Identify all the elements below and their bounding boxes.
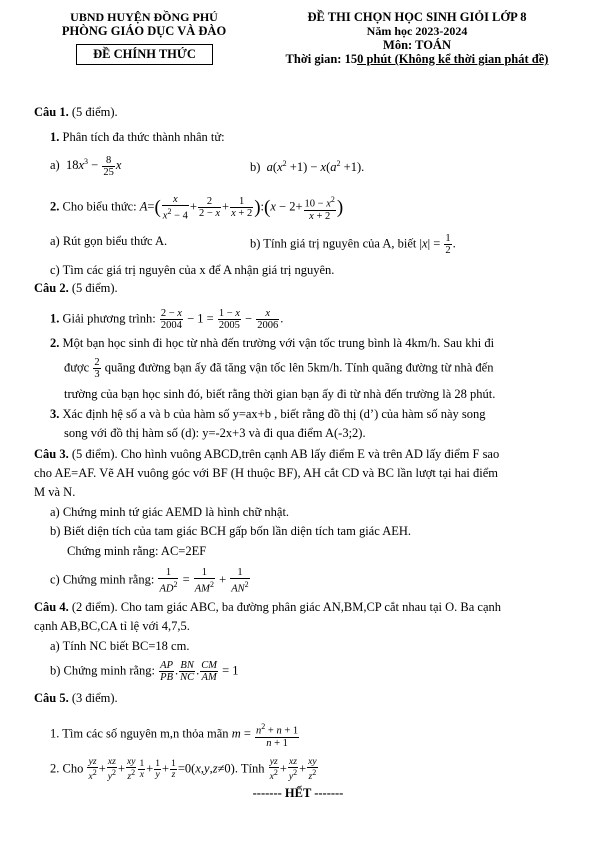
q1-part2-b: b) Tính giá trị nguyên của A, biết |x| = $\frac{1}{2}$ . bbox=[250, 233, 456, 256]
q1-part2: 2. Cho biểu thức: A=( $\frac{x}{x^2 - 4}$ + $\frac{2}{2 - x}$ + $\frac{1}{x + 2}$ ):(x − 2+ $\frac{10 - x^2}{x + 2}$ ) bbox=[50, 194, 344, 222]
q2-part1: 1. Giải phương trình: $\frac{2 - x}{2004}$ − 1 = $\frac{1 - x}{2005}$ − $\frac{x}{2006}$ . bbox=[50, 308, 284, 331]
q1-part2-a: a) Rút gọn biểu thức A. bbox=[50, 234, 168, 248]
district-name: UBND HUYỆN ĐỒNG PHÚ bbox=[70, 10, 218, 24]
q4-part-b: b) Chứng minh rằng: $\frac{AP}{PB}$ . $\frac{BN}{NC}$ . $\frac{CM}{AM}$ = 1 bbox=[50, 660, 239, 683]
question-5-heading: Câu 5. (3 điểm). bbox=[34, 691, 118, 705]
question-3-line3: M và N. bbox=[34, 485, 76, 499]
subject: Môn: TOÁN bbox=[383, 38, 451, 52]
q2-part2-line3: trường của bạn học sinh đó, biết rằng thời gian bạn ấy đi từ nhà đến trường là 28 phút. bbox=[64, 387, 496, 401]
q1-part2-c: c) Tìm các giá trị nguyên của x để A nhận giá trị nguyên. bbox=[50, 263, 335, 277]
question-4-line2: cạnh AB,BC,CA tỉ lệ với 4,7,5. bbox=[34, 619, 190, 633]
q2-part2-line1: 2. Một bạn học sinh đi học từ nhà đến trường với vận tốc trung bình là 4km/h. Sau khi đi bbox=[50, 336, 495, 350]
q5-part1: 1. Tìm các số nguyên m,n thỏa mãn m = $\frac{n^2 + n + 1}{n + 1}$ bbox=[50, 722, 299, 749]
q5-part2: 2. Cho $\frac{yz}{x^2}$ + $\frac{xz}{y^2}$ + $\frac{xy}{z^2}$ $\frac{1}{x}$ + $\frac{1}{y}$ + $\frac{1}{z}$ =0(x,y,z≠0). Tính $\frac{yz}{x^2}$ + $\frac{xz}{y^2}$ + $\frac{xy}{z^2}$ bbox=[50, 757, 317, 783]
q1-part1-b: b) $a(x^2 +1) - x(a^2 +1)$. bbox=[250, 159, 365, 175]
question-3-line2: cho AE=AF. Vẽ AH vuông góc với BF (H thuộc BF), AH cắt CD và BC lần lượt tại hai điểm bbox=[34, 466, 498, 480]
question-1-heading: Câu 1. (5 điểm). bbox=[34, 105, 118, 119]
header-right bbox=[262, 10, 572, 67]
question-3-line1: Câu 3. (5 điểm). Cho hình vuông ABCD,trên cạnh AB lấy điểm E và trên AD lấy điểm F sao bbox=[34, 447, 500, 461]
q2-part2-line2: được $\frac{2}{3}$ quãng đường bạn ấy đã tăng vận tốc lên 5km/h. Tính quãng đường từ nhà đến bbox=[64, 357, 494, 380]
exam-title: ĐỀ THI CHỌN HỌC SINH GIỎI LỚP 8 bbox=[307, 10, 527, 24]
q1-part1-a: a) $18x^3$ − $\frac{8}{25}$ x bbox=[50, 154, 122, 178]
school-year: Năm học 2023-2024 bbox=[366, 24, 468, 38]
question-2-heading: Câu 2. (5 điểm). bbox=[34, 281, 118, 295]
official-exam-label: ĐỀ CHÍNH THỨC bbox=[76, 44, 213, 65]
q1-part1: 1. Phân tích đa thức thành nhân tử: bbox=[50, 130, 225, 144]
q3-part-c: c) Chứng minh rằng: $\frac{1}{AD^2}$ = $\frac{1}{AM^2}$ + $\frac{1}{AN^2}$ bbox=[50, 567, 249, 595]
q4-part-a: a) Tính NC biết BC=18 cm. bbox=[50, 639, 190, 653]
department-name: PHÒNG GIÁO DỤC VÀ ĐÀO bbox=[61, 24, 227, 38]
time-limit: Thời gian: 150 phút (Không kể thời gian phát đề) bbox=[285, 52, 549, 66]
q3-part-b: b) Biết diện tích của tam giác BCH gấp bốn lần diện tích tam giác AEH. bbox=[50, 524, 412, 538]
q3-part-b-2: Chứng minh rằng: AC=2EF bbox=[67, 544, 207, 558]
header-left bbox=[44, 10, 244, 39]
q2-part3-line2: song với đồ thị hàm số (d): y=-2x+3 và đi qua điểm A(-3;2). bbox=[64, 426, 366, 440]
question-4-line1: Câu 4. (2 điểm). Cho tam giác ABC, ba đường phân giác AN,BM,CP cắt nhau tại O. Ba cạnh bbox=[34, 600, 502, 614]
q3-part-a: a) Chứng minh tứ giác AEMD là hình chữ nhật. bbox=[50, 505, 290, 519]
end-marker: ------- HẾT ------- bbox=[252, 786, 344, 800]
q2-part3-line1: 3. Xác định hệ số a và b của hàm số y=ax+b , biết rằng đồ thị (d’) của hàm số này song bbox=[50, 407, 486, 421]
